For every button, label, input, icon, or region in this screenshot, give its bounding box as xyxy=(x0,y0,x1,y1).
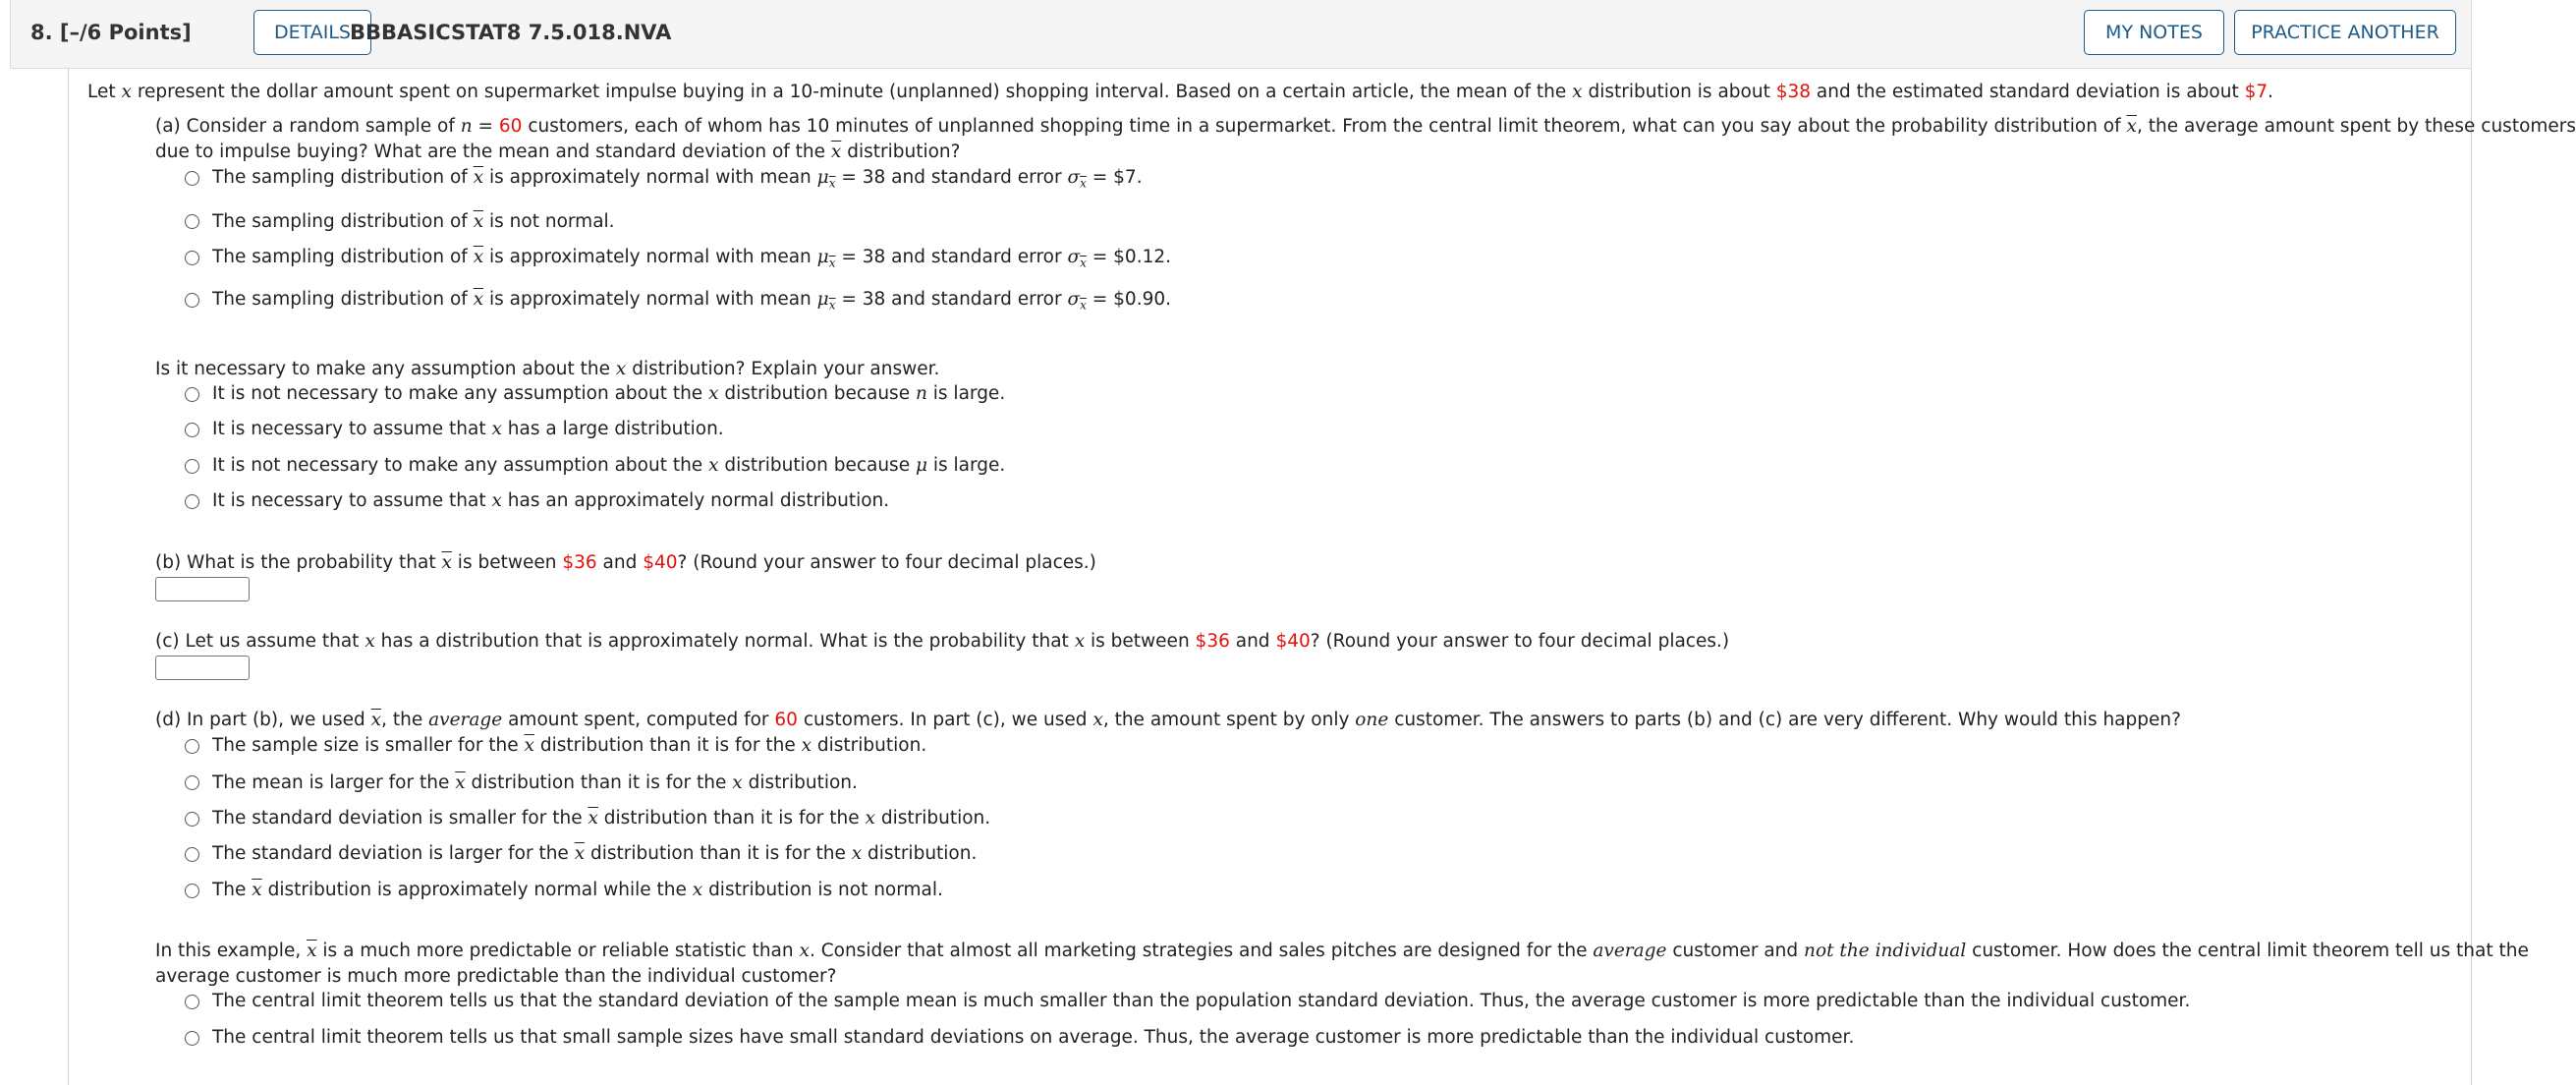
part-c-question: (c) Let us assume that x has a distribution that is approximately normal. What is the probability that x is between $36 and $40? (Round your answer to four decimal places.) xyxy=(155,631,1730,652)
part-a-option-1-radio[interactable] xyxy=(185,171,199,186)
final-question: In this example, $\overline{x}$ is a much more predictable or reliable statistic than x. Consider that almost all marketing strategies and sales pitches are designed for the average customer and not the individual customer. How does the central limit theorem tell us that the xyxy=(155,941,2529,961)
assumption-option-3-label: It is not necessary to make any assumption about the x distribution because μ is large. xyxy=(212,455,1006,476)
final-option-1-radio[interactable] xyxy=(185,995,199,1009)
part-d-option-2-label: The mean is larger for the $\overline{x}$ distribution than it is for the x distribution. xyxy=(212,772,858,793)
part-a-question-line2: due to impulse buying? What are the mean and standard deviation of the $\overline{x}$ distribution? xyxy=(155,142,961,162)
assumption-option-4-radio[interactable] xyxy=(185,494,199,509)
content-left-border xyxy=(68,69,69,1085)
part-a-option-3-label: The sampling distribution of $\overline{x}$ is approximately normal with mean $\mu_{\overline{x}} = 38$ and standard error $\sigma_{\overline{x}}$ = $0.12. xyxy=(212,247,1171,270)
part-a-question: (a) Consider a random sample of n = 60 customers, each of whom has 10 minutes of unplanned shopping time in a supermarket. From the central limit theorem, what can you say about the probability distribution of $\overline{x}$, the average amount spent by these customers xyxy=(155,116,2576,137)
part-c-answer-input[interactable] xyxy=(155,656,250,680)
mean-value: $38 xyxy=(1775,82,1812,102)
details-button[interactable]: DETAILS xyxy=(253,10,371,55)
assumption-option-4-label: It is necessary to assume that x has an approximately normal distribution. xyxy=(212,490,890,511)
practice-another-button[interactable]: PRACTICE ANOTHER xyxy=(2234,10,2456,55)
assumption-option-2-label: It is necessary to assume that x has a large distribution. xyxy=(212,419,724,439)
final-option-1-label: The central limit theorem tells us that the standard deviation of the sample mean is much smaller than the population standard deviation. Thus, the average customer is more predictable than the individual customer. xyxy=(212,991,2191,1011)
part-a-option-2-radio[interactable] xyxy=(185,214,199,229)
part-d-option-1-label: The sample size is smaller for the $\overline{x}$ distribution than it is for the x distribution. xyxy=(212,735,927,756)
part-d-option-1-radio[interactable] xyxy=(185,739,199,754)
content-right-border xyxy=(2471,69,2472,1085)
assumption-option-1-radio[interactable] xyxy=(185,387,199,402)
final-option-2-label: The central limit theorem tells us that small sample sizes have small standard deviations on average. Thus, the average customer is more predictable than the individual customer. xyxy=(212,1027,1855,1048)
part-d-option-4-label: The standard deviation is larger for the $\overline{x}$ distribution than it is for the x distribution. xyxy=(212,843,978,864)
part-a-option-4-label: The sampling distribution of $\overline{x}$ is approximately normal with mean $\mu_{\overline{x}} = 38$ and standard error $\sigma_{\overline{x}}$ = $0.90. xyxy=(212,289,1171,313)
part-d-option-5-radio[interactable] xyxy=(185,884,199,898)
part-a-option-1-label: The sampling distribution of $\overline{x}$ is approximately normal with mean $\mu_{\overline{x}} = 38$ and standard error $\sigma_{\overline{x}}$ = $7. xyxy=(212,167,1143,191)
question-code: BBBASICSTAT8 7.5.018.NVA xyxy=(350,21,672,44)
part-d-question: (d) In part (b), we used $\overline{x}$, the average amount spent, computed for 60 customers. In part (c), we used x, the amount spent by only one customer. The answers to parts (b) and (c) are very different. Why would this happen? xyxy=(155,710,2181,730)
final-question-line2: average customer is much more predictable than the individual customer? xyxy=(155,966,837,987)
assumption-option-1-label: It is not necessary to make any assumption about the x distribution because n is large. xyxy=(212,383,1006,404)
part-b-question: (b) What is the probability that $\overline{x}$ is between $36 and $40? (Round your answer to four decimal places.) xyxy=(155,552,1096,573)
intro-text: Let x represent the dollar amount spent on supermarket impulse buying in a 10-minute (unplanned) shopping interval. Based on a certain article, the mean of the x distribution is about $38 and the estimated standard deviation is about $7. xyxy=(87,82,2274,102)
my-notes-button[interactable]: MY NOTES xyxy=(2084,10,2224,55)
part-a-option-4-radio[interactable] xyxy=(185,293,199,308)
part-d-option-3-radio[interactable] xyxy=(185,812,199,827)
points-label: [–/6 Points] xyxy=(59,21,192,44)
part-d-option-3-label: The standard deviation is smaller for the $\overline{x}$ distribution than it is for the x distribution. xyxy=(212,808,991,828)
part-a-option-2-label: The sampling distribution of $\overline{x}$ is not normal. xyxy=(212,211,615,232)
part-b-answer-input[interactable] xyxy=(155,577,250,601)
sd-value: $7 xyxy=(2244,82,2268,102)
assumption-option-2-radio[interactable] xyxy=(185,423,199,437)
question-number: 8. [–/6 Points] xyxy=(30,21,192,44)
part-a-option-3-radio[interactable] xyxy=(185,251,199,265)
question-header xyxy=(10,0,2472,69)
part-d-option-5-label: The $\overline{x}$ distribution is approximately normal while the x distribution is not normal. xyxy=(212,880,943,900)
sample-size-value: 60 xyxy=(498,116,523,137)
assumption-option-3-radio[interactable] xyxy=(185,459,199,474)
part-d-option-2-radio[interactable] xyxy=(185,775,199,790)
final-option-2-radio[interactable] xyxy=(185,1031,199,1046)
part-d-option-4-radio[interactable] xyxy=(185,847,199,862)
assumption-question: Is it necessary to make any assumption about the x distribution? Explain your answer. xyxy=(155,359,940,379)
